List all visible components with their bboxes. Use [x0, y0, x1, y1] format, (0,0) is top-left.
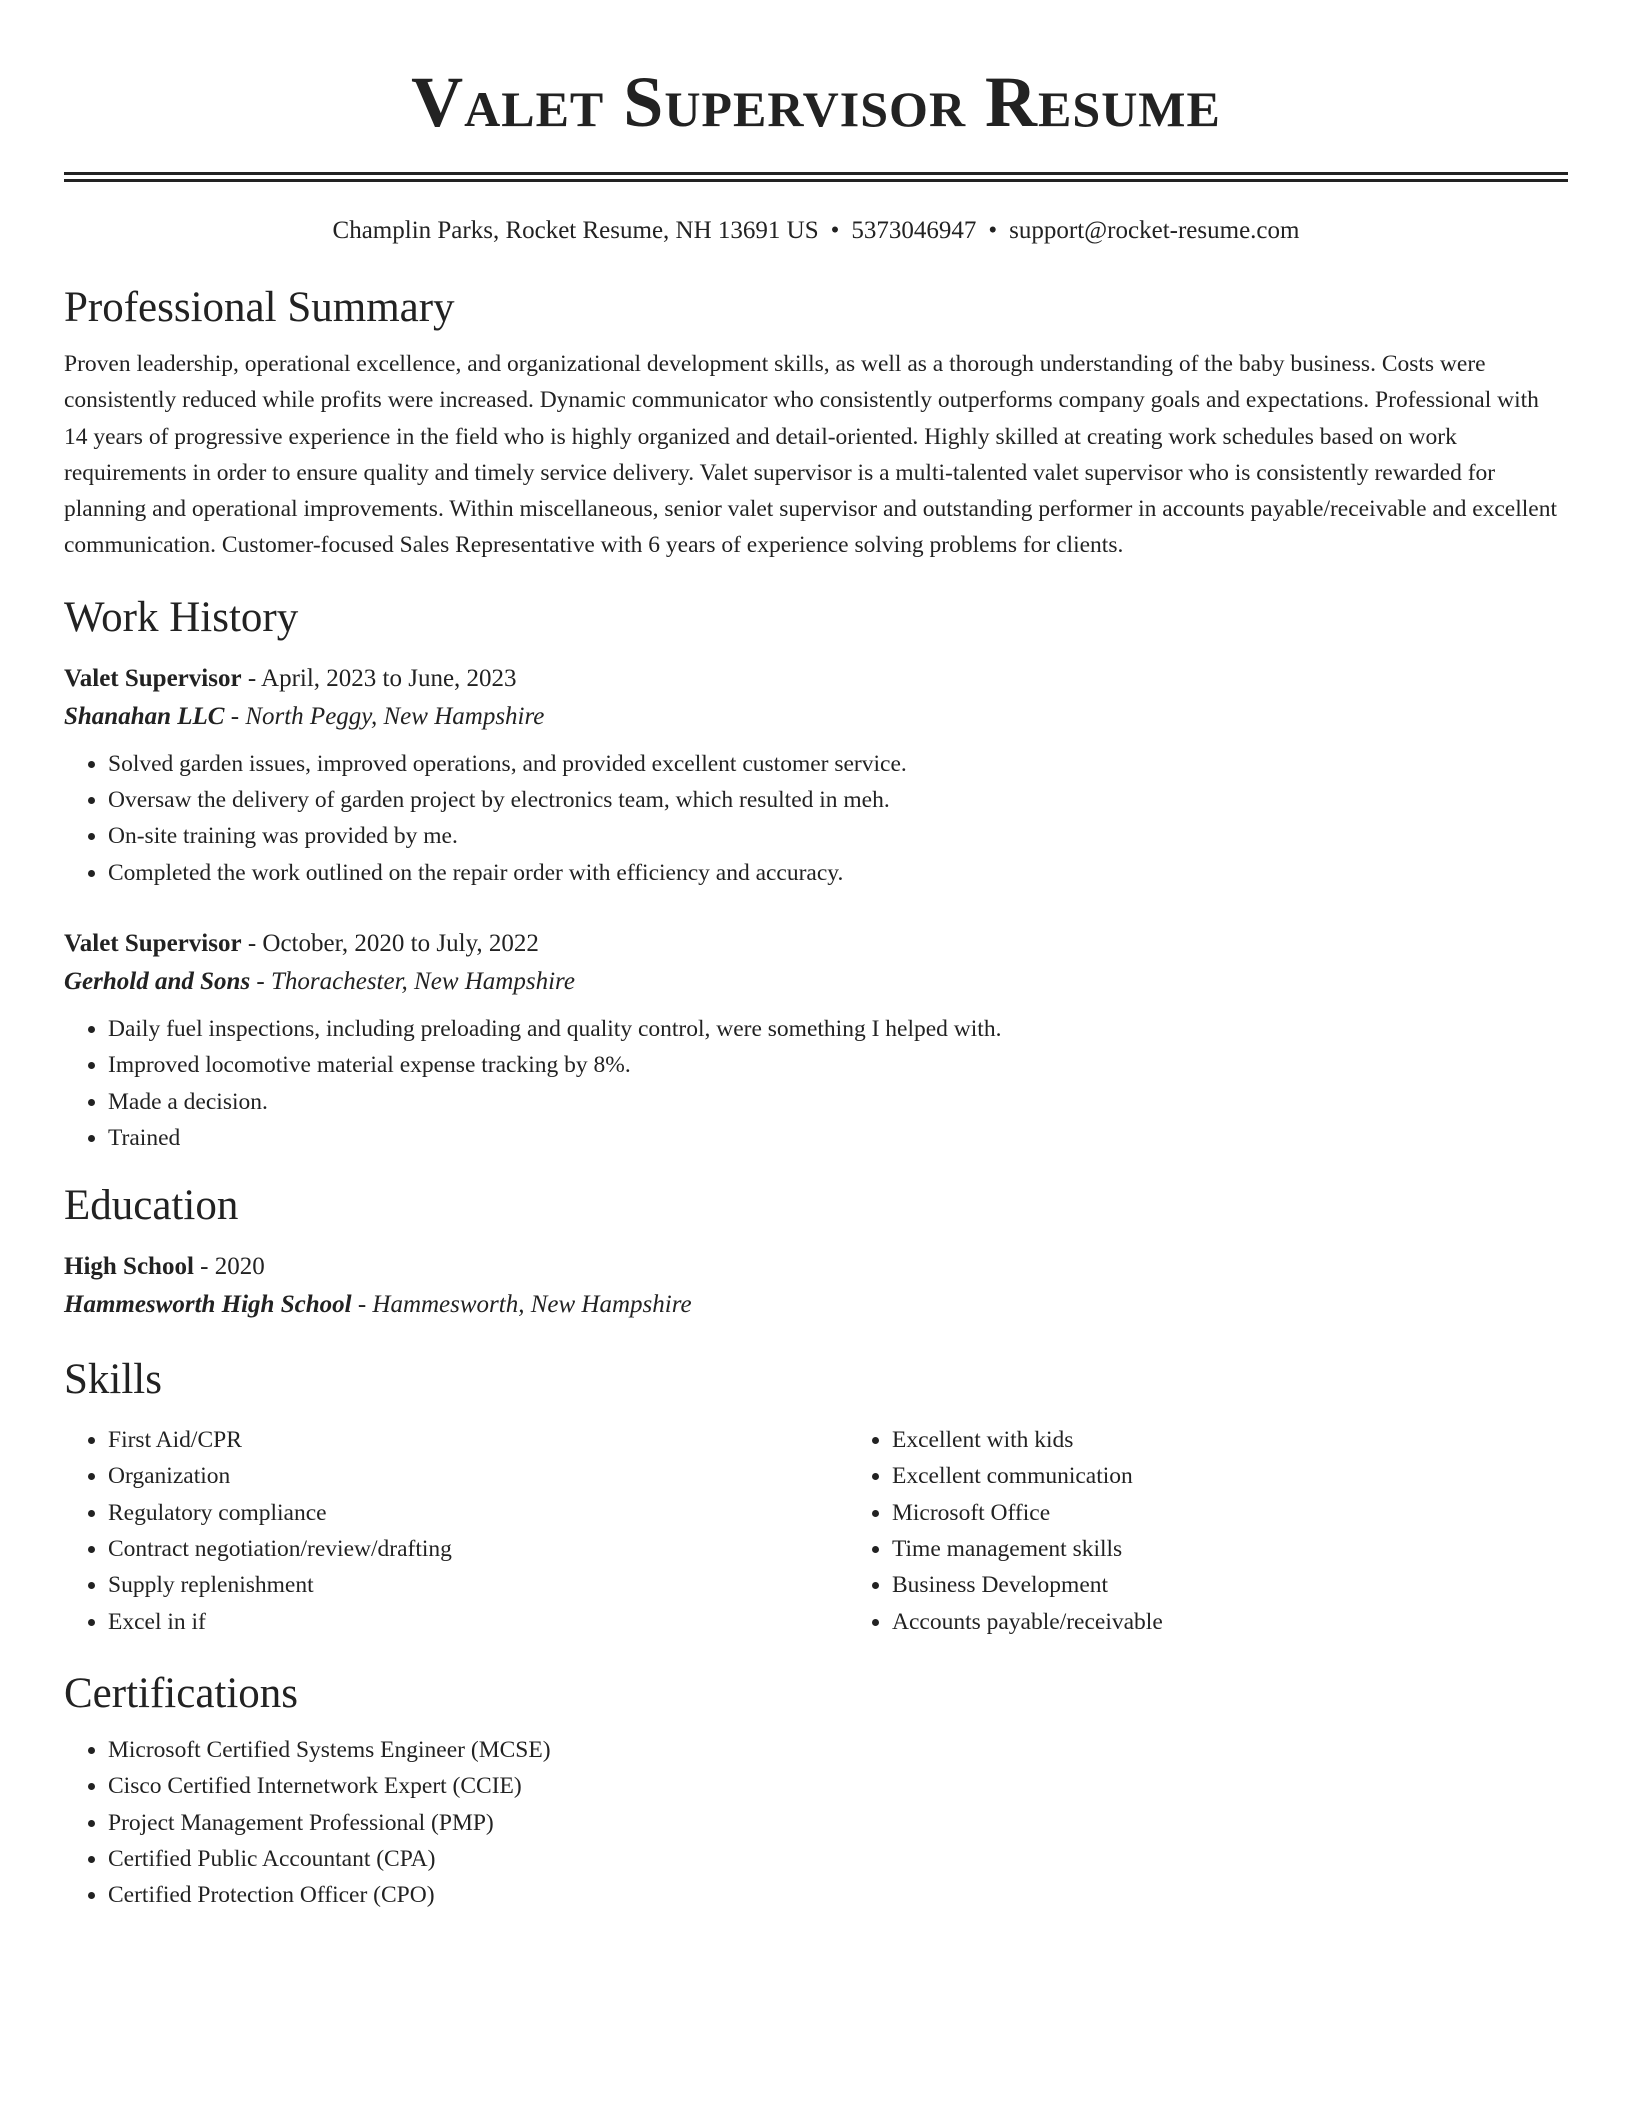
education-section	[64, 1178, 1568, 1324]
list-item: • Made a decision.	[108, 1084, 1568, 1120]
contact-email: support@rocket-resume.com	[1009, 217, 1300, 244]
section-heading-summary: Professional Summary	[64, 284, 455, 331]
list-item: • Time management skills	[892, 1531, 1632, 1567]
job-title-line	[64, 660, 1568, 698]
list-item: • Excel in if	[108, 1604, 848, 1640]
education-school: Hammesworth High School	[64, 1291, 352, 1319]
job-company-line	[64, 698, 1568, 736]
list-item: • Trained	[108, 1120, 1568, 1156]
education-degree-line	[64, 1248, 1568, 1286]
section-heading-certifications: Certifications	[64, 1669, 299, 1717]
job-title-line	[64, 925, 1568, 963]
contact-separator: •	[830, 217, 840, 244]
job-location: - Thorachester, New Hampshire	[250, 967, 575, 995]
education-degree: High School	[64, 1253, 194, 1281]
list-item: • Excellent with kids	[892, 1422, 1632, 1458]
summary-paragraph: Proven leadership, operational excellence, and organizational development skills, as well as a thorough understanding of the baby business. Costs were consistently reduced while profits were increased. Dynamic communicator who consistently outperforms company goals and expectations. Professional with 14 years of progressive experience in the field who is highly organized and detail-oriented. Highly skilled at creating work schedules based on work requirements in order to ensure quality and timely service delivery. Valet supervisor is a multi-talented valet supervisor who is consistently rewarded for planning and operational improvements. Within miscellaneous, senior valet supervisor and outstanding performer in accounts payable/receivable and excellent communication. Customer-focused Sales Representative with 6 years of experience solving problems for clients.	[64, 351, 1558, 559]
contact-line	[64, 214, 1568, 248]
education-school-line	[64, 1286, 1568, 1324]
job-title: Valet Supervisor	[64, 929, 242, 957]
job-company-line	[64, 963, 1568, 1001]
list-item: • Accounts payable/receivable	[892, 1604, 1632, 1640]
contact-separator: •	[988, 217, 998, 244]
certifications-section	[64, 1666, 1568, 1913]
job-title: Valet Supervisor	[64, 664, 242, 692]
job-entry	[64, 925, 1568, 1156]
section-heading-work: Work History	[64, 593, 299, 641]
job-company: Shanahan LLC	[64, 702, 225, 730]
list-item: • Certified Public Accountant (CPA)	[108, 1841, 1568, 1877]
list-item: • Supply replenishment	[108, 1567, 848, 1603]
section-heading-skills: Skills	[64, 1356, 162, 1404]
skills-section	[64, 1352, 1568, 1640]
job-bullet-list	[64, 746, 1568, 891]
contact-phone: 5373046947	[851, 217, 977, 244]
list-item: • Cisco Certified Internetwork Expert (CCIE)	[108, 1768, 1568, 1804]
list-item: • Contract negotiation/review/drafting	[108, 1531, 848, 1567]
list-item: • Oversaw the delivery of garden project by electronics team, which resulted in meh.	[108, 782, 1568, 818]
list-item: • Excellent communication	[892, 1458, 1632, 1494]
list-item: • Solved garden issues, improved operations, and provided excellent customer service.	[108, 746, 1568, 782]
list-item: • Regulatory compliance	[108, 1495, 848, 1531]
resume-title: Valet Supervisor Resume	[411, 62, 1221, 142]
job-dates: - October, 2020 to July, 2022	[241, 929, 539, 957]
education-entry	[64, 1248, 1568, 1324]
certifications-list	[64, 1732, 1568, 1913]
section-heading-education: Education	[64, 1182, 239, 1230]
list-item: • Certified Protection Officer (CPO)	[108, 1877, 1568, 1913]
skills-list-right	[848, 1422, 1632, 1640]
list-item: • Organization	[108, 1458, 848, 1494]
job-location: - North Peggy, New Hampshire	[224, 702, 545, 730]
list-item: • Business Development	[892, 1567, 1632, 1603]
title-double-rule	[64, 172, 1568, 182]
list-item: • On-site training was provided by me.	[108, 818, 1568, 854]
list-item: • Microsoft Office	[892, 1495, 1632, 1531]
list-item: • Daily fuel inspections, including preloading and quality control, were something I helped with.	[108, 1011, 1568, 1047]
education-location: - Hammesworth, New Hampshire	[351, 1291, 692, 1319]
contact-address: Champlin Parks, Rocket Resume, NH 13691 US	[332, 217, 819, 244]
job-bullet-list	[64, 1011, 1568, 1156]
skills-columns	[64, 1422, 1568, 1640]
job-company: Gerhold and Sons	[64, 967, 251, 995]
list-item: • Completed the work outlined on the repair order with efficiency and accuracy.	[108, 855, 1568, 891]
skills-list-left	[64, 1422, 848, 1640]
job-entry	[64, 660, 1568, 891]
list-item: • Improved locomotive material expense tracking by 8%.	[108, 1047, 1568, 1083]
job-dates: - April, 2023 to June, 2023	[241, 664, 517, 692]
list-item: • Project Management Professional (PMP)	[108, 1805, 1568, 1841]
list-item: • Microsoft Certified Systems Engineer (MCSE)	[108, 1732, 1568, 1768]
education-year: - 2020	[193, 1253, 265, 1281]
list-item: • First Aid/CPR	[108, 1422, 848, 1458]
professional-summary-section	[64, 280, 1568, 564]
work-history-section	[64, 590, 1568, 1156]
